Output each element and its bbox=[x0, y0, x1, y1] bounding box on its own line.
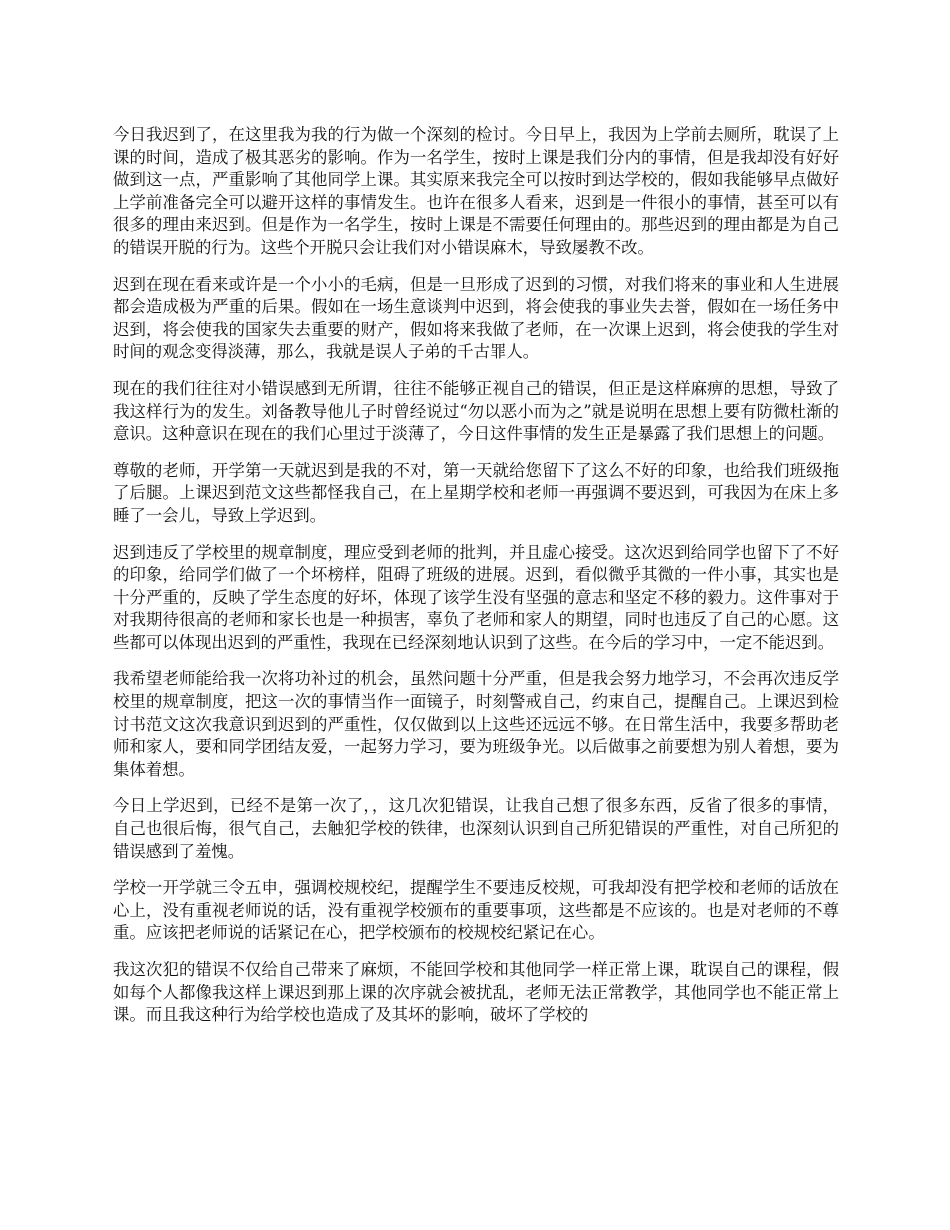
paragraph-1: 今日我迟到了，在这里我为我的行为做一个深刻的检讨。今日早上，我因为上学前去厕所，耽误了上课的时间，造成了极其恶劣的影响。作为一名学生，按时上课是我们分内的事情，但是我却没有好好做到这一点，严重影响了其他同学上课。其实原来我完全可以按时到达学校的，假如我能够早点做好上学前准备完全可以避开这样的事情发生。也许在很多人看来，迟到是一件很小的事情，甚至可以有很多的理由来迟到。但是作为一名学生，按时上课是不需要任何理由的。那些迟到的理由都是为自己的错误开脱的行为。这些个开脱只会让我们对小错误麻木，导致屡教不改。 bbox=[113, 125, 839, 257]
paragraph-6: 我希望老师能给我一次将功补过的机会，虽然问题十分严重，但是我会努力地学习，不会再次违反学校里的规章制度，把这一次的事情当作一面镜子，时刻警戒自己，约束自己，提醒自己。上课迟到检讨书范文这次我意识到迟到的严重性，仅仅做到以上这些还远远不够。在日常生活中，我要多帮助老师和家人，要和同学团结友爱，一起努力学习，要为班级争光。以后做事之前要想为别人着想，要为集体着想。 bbox=[113, 669, 839, 779]
document-body bbox=[113, 124, 839, 1041]
paragraph-7: 今日上学迟到，已经不是第一次了，，这几次犯错误，让我自己想了很多东西，反省了很多的事情，自己也很后悔，很气自己，去触犯学校的铁律，也深刻认识到自己所犯错误的严重性，对自己所犯的错误感到了羞愧。 bbox=[113, 796, 839, 861]
paragraph-5: 迟到违反了学校里的规章制度，理应受到老师的批判，并且虚心接受。这次迟到给同学也留下了不好的印象，给同学们做了一个坏榜样，阻碍了班级的进展。迟到，看似微乎其微的一件小事，其实也是十分严重的，反映了学生态度的好坏，体现了该学生没有坚强的意志和坚定不移的毅力。这件事对于对我期待很高的老师和家长也是一种损害，辜负了老师和家人的期望，同时也违反了自己的心愿。这些都可以体现出迟到的严重性，我现在已经深刻地认识到了这些。在今后的学习中，一定不能迟到。 bbox=[113, 542, 839, 652]
paragraph-4: 尊敬的老师，开学第一天就迟到是我的不对，第一天就给您留下了这么不好的印象，也给我们班级拖了后腿。上课迟到范文这些都怪我自己，在上星期学校和老师一再强调不要迟到，可我因为在床上多睡了一会儿，导致上学迟到。 bbox=[113, 460, 839, 525]
paragraph-2: 迟到在现在看来或许是一个小小的毛病，但是一旦形成了迟到的习惯，对我们将来的事业和人生进展都会造成极为严重的后果。假如在一场生意谈判中迟到，将会使我的事业失去誉，假如在一场任务中迟到，将会使我的国家失去重要的财产，假如将来我做了老师，在一次课上迟到，将会使我的学生对时间的观念变得淡薄，那么，我就是误人子弟的千古罪人。 bbox=[113, 274, 839, 362]
paragraph-9: 我这次犯的错误不仅给自己带来了麻烦，不能回学校和其他同学一样正常上课，耽误自己的课程，假如每个人都像我这样上课迟到那上课的次序就会被扰乱，老师无法正常教学，其他同学也不能正常上课。而且我这种行为给学校也造成了及其坏的影响，破坏了学校的 bbox=[113, 960, 839, 1025]
paragraph-3: 现在的我们往往对小错误感到无所谓，往往不能够正视自己的错误，但正是这样麻痹的思想，导致了我这样行为的发生。刘备教导他儿子时曾经说过“勿以恶小而为之”就是说明在思想上要有防微杜渐的意识。这种意识在现在的我们心里过于淡薄了，今日这件事情的发生正是暴露了我们思想上的问题。 bbox=[113, 378, 839, 444]
paragraph-8: 学校一开学就三令五申，强调校规校纪，提醒学生不要违反校规，可我却没有把学校和老师的话放在心上，没有重视老师说的话，没有重视学校颁布的重要事项，这些都是不应该的。也是对老师的不尊重。应该把老师说的话紧记在心，把学校颁布的校规校纪紧记在心。 bbox=[113, 878, 839, 943]
